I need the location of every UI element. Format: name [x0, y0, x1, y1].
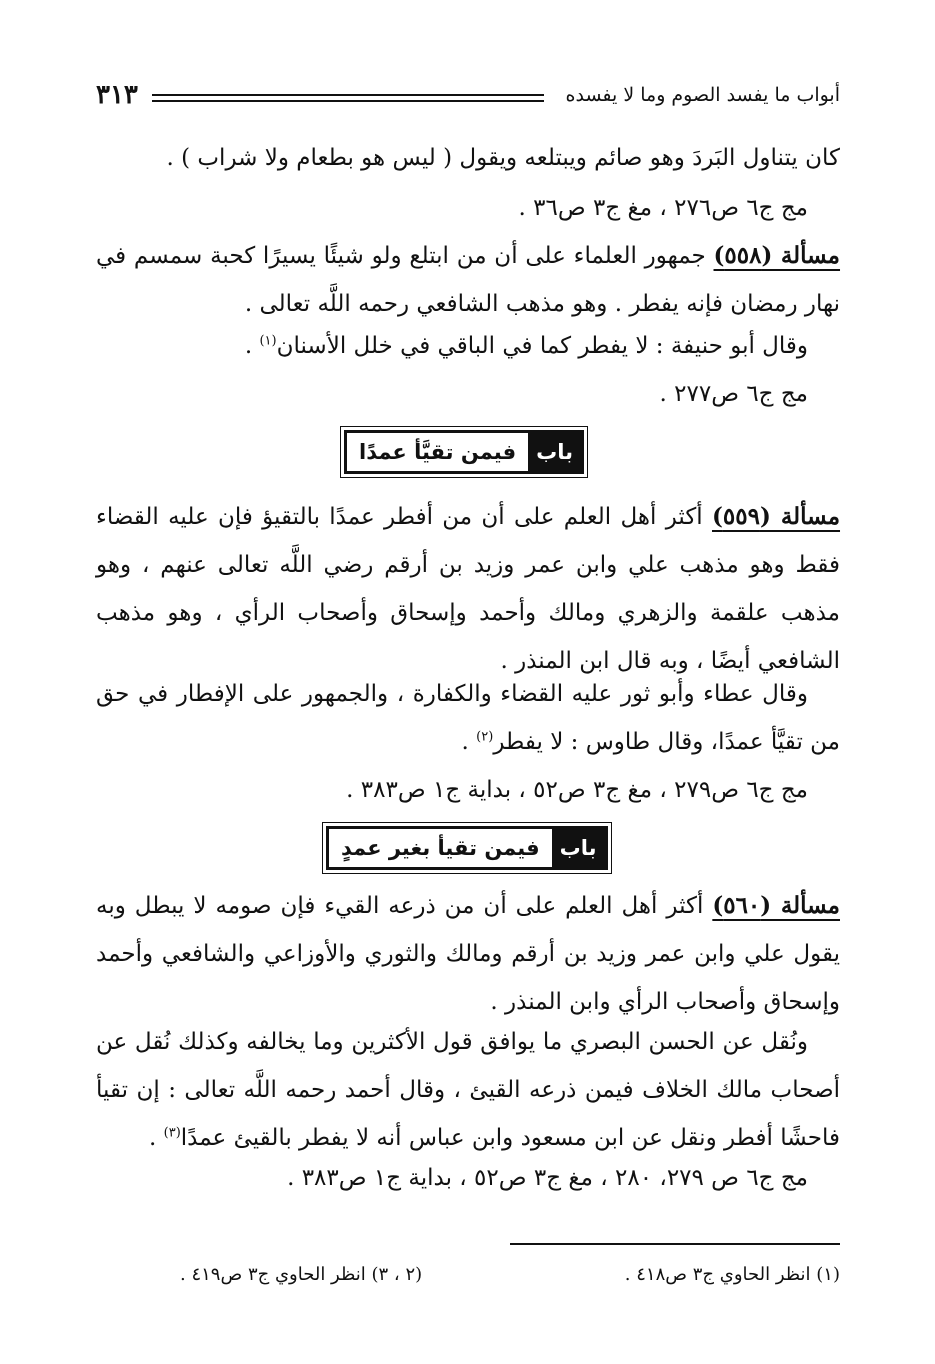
- issue-560-text: أكثر أهل العلم على أن من ذرعه القيء فإن صومه لا يبطل وبه يقول علي وابن عمر وزيد بن أرقم ومالك والثوري والأوزاعي والشافعي وأحمد وإسحاق وأصحاب الرأي وابن المنذر .: [96, 893, 840, 1015]
- ataa-text: وقال عطاء وأبو ثور عليه القضاء والكفارة ، والجمهور على الإفطار في حق من تقيَّأ عمدًا، وقال طاوس : لا يفطر: [96, 681, 840, 755]
- page-number: ٣١٣: [96, 80, 138, 110]
- issue-560: [96, 882, 840, 1026]
- reference-line: مج ج٦ ص٢٧٩ ، مغ ج٣ ص٥٢ ، بداية ج١ ص٣٨٣ .: [346, 777, 808, 803]
- issue-559-text: أكثر أهل العلم على أن من أفطر عمدًا بالتقيؤ فإن عليه القضاء فقط وهو مذهب علي وابن عمر وزيد بن أرقم رضي اللَّه تعالى عنهم ، وهو مذهب علقمة والزهري ومالك وأحمد وإسحاق وأصحاب الرأي ، وهو مذهب الشافعي أيضًا ، وبه قال ابن المنذر .: [96, 504, 840, 674]
- issue-558-abu-hanifa: [96, 322, 840, 370]
- abu-hanifa-text: وقال أبو حنيفة : لا يفطر كما في الباقي في خلل الأسنان: [276, 333, 808, 359]
- issue-558: [96, 232, 840, 328]
- issue-559: [96, 493, 840, 685]
- issue-558-text: جمهور العلماء على أن من ابتلع ولو شيئًا يسيرًا كحبة سمسم في نهار رمضان فإنه يفطر . وهو مذهب الشافعي رحمه اللَّه تعالى .: [96, 243, 840, 317]
- issue-560-label: مسألة (٥٦٠): [712, 892, 840, 919]
- issue-559-label: مسألة (٥٥٩): [712, 503, 841, 530]
- footnote-separator: [510, 1243, 840, 1245]
- banner-title: فيمن تقيأ بغير عمدٍ: [341, 836, 540, 860]
- banner-title: فيمن تقيَّأ عمدًا: [359, 440, 517, 464]
- section-banner-deliberate-vomiting: [344, 430, 584, 474]
- reference-line: مج ج٦ ص ٢٧٩، ٢٨٠ ، مغ ج٣ ص٥٢ ، بداية ج١ ص٣٨٣ .: [287, 1165, 808, 1191]
- footnote-marker-2: (٢): [476, 729, 494, 745]
- footnote-2-3: (٢ ، ٣) انظر الحاوي ج٣ ص٤١٩ .: [180, 1264, 423, 1285]
- footnote-marker-3: (٣): [163, 1125, 181, 1141]
- banner-tag: باب: [552, 829, 605, 867]
- sentence-end: .: [244, 333, 260, 359]
- footnote-marker-1: (١): [259, 333, 277, 349]
- banner-tag: باب: [528, 433, 581, 471]
- sentence-end: .: [149, 1125, 164, 1151]
- reference-line: مج ج٦ ص٢٧٦ ، مغ ج٣ ص٣٦ .: [518, 195, 808, 221]
- footnote-1: (١) انظر الحاوي ج٣ ص٤١٨ .: [624, 1264, 840, 1285]
- issue-559-ataa: [96, 670, 840, 766]
- reference-line: مج ج٦ ص٢٧٧ .: [659, 381, 808, 407]
- header-double-rule: [152, 94, 544, 102]
- issue-558-label: مسألة (٥٥٨): [713, 242, 841, 269]
- issue-560-hasan: [96, 1018, 840, 1162]
- running-header: [96, 80, 840, 114]
- sentence-end: .: [461, 729, 477, 755]
- section-banner-involuntary-vomiting: [326, 826, 608, 870]
- chapter-title: أبواب ما يفسد الصوم وما لا يفسده: [565, 84, 840, 106]
- paragraph-ice: كان يتناول البَردَ وهو صائم ويبتلعه ويقول ( ليس هو بطعام ولا شراب ) .: [166, 145, 840, 171]
- hasan-text: ونُقل عن الحسن البصري ما يوافق قول الأكثرين وما يخالفه وكذلك نُقل عن أصحاب مالك الخلاف فيمن ذرعه القيئ ، وقال أحمد رحمه اللَّه تعالى : إن تقيأ فاحشًا أفطر ونقل عن ابن مسعود وابن عباس أنه لا يفطر بالقيئ عمدًا: [96, 1029, 840, 1151]
